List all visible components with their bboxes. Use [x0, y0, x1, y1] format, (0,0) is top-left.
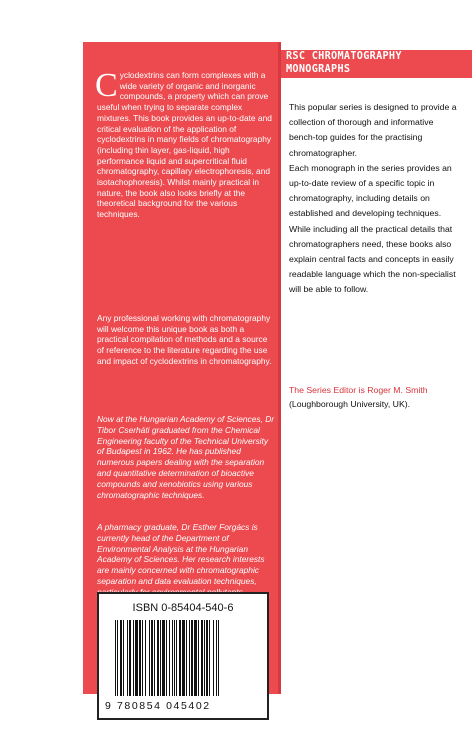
author-bio-forgacs: A pharmacy graduate, Dr Esther Forgács is currently head of the Department of Environmental Analysis at the Hungarian Academy of Sciences. Her research interests are mainly concerned with chromatographic separation and data evaluation techniques,	[97, 522, 265, 586]
isbn-label: ISBN 0-85404-540-6	[132, 602, 234, 614]
series-editor	[289, 383, 461, 411]
book-description-text: yclodextrins can form complexes with a wide variety of organic and inorganic compounds, a property which can prove useful when trying to separate complex mixtures. This book provides an up-to-date and critical evaluation of the application of cyclodextrins in many fields of chromatography (including thin layer, gas-liquid, high performance liquid and supercritical fluid chromatography, capillary electrophoresis, and isotachophoresis). Whilst mainly practical in nature, the book also looks briefly at the theoretical background for the various techniques.	[97, 70, 272, 220]
series-description	[289, 100, 461, 298]
series-editor-affiliation: (Loughborough University, UK).	[289, 399, 411, 409]
barcode-digits: 9 780854 045402	[105, 700, 211, 712]
book-description	[95, 67, 275, 220]
series-title-line2: MONOGRAPHS	[286, 63, 351, 75]
series-title	[286, 51, 471, 76]
barcode-gap	[219, 620, 220, 696]
isbn-barcode-box	[97, 592, 269, 720]
series-title-line1: RSC CHROMATOGRAPHY	[286, 51, 402, 62]
panel-edge	[278, 42, 281, 694]
series-description-p2: Each monograph in the series provides an up-to-date review of a specific topic in chromatography, including details on established and developing techniques. While including all the practical details that chromatographers need, these books also explain central facts and concepts in easily readable language which the non-specialist will be able to follow.	[289, 162, 456, 295]
series-editor-name: The Series Editor is Roger M. Smith	[289, 385, 428, 395]
author-bio-cserhati: Now at the Hungarian Academy of Sciences, Dr Tibor Cserháti graduated from the Chemical Engineering faculty of the Technical University of Budapest in 1962. He has published numerous papers dealing with the separation and quantitative determination of bioactive compounds and xenobiotics using various chromatographic techniques.	[97, 414, 275, 500]
series-description-p1: This popular series is designed to provide a collection of thorough and informative bench-top guides for the practising chromatographer.	[289, 102, 457, 158]
drop-cap: C	[95, 67, 118, 104]
barcode-bars	[115, 620, 255, 696]
book-audience: Any professional working with chromatography will welcome this unique book as both a practical compilation of methods and a source of reference to the literature regarding the use and impact of cyclodextrins in chromatography.	[97, 313, 272, 366]
